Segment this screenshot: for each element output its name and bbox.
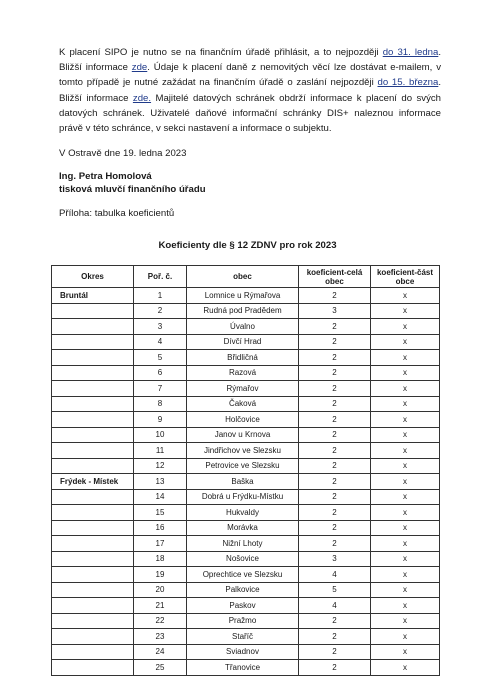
cell-poradi: 15 xyxy=(134,505,187,521)
cell-poradi: 13 xyxy=(134,474,187,490)
cell-koeficient-cast: x xyxy=(371,582,440,598)
cell-poradi: 23 xyxy=(134,629,187,645)
table-row xyxy=(52,613,440,629)
signature-role: tisková mluvčí finančního úřadu xyxy=(59,184,206,195)
cell-koeficient-cast: x xyxy=(371,505,440,521)
table-row xyxy=(52,303,440,319)
cell-obec: Holčovice xyxy=(187,412,299,428)
table-row xyxy=(52,660,440,676)
cell-poradi: 11 xyxy=(134,443,187,459)
cell-koeficient-cast: x xyxy=(371,489,440,505)
cell-koeficient-cela: 2 xyxy=(299,427,371,443)
cell-obec: Janov u Krnova xyxy=(187,427,299,443)
cell-poradi: 17 xyxy=(134,536,187,552)
cell-obec: Lomnice u Rýmařova xyxy=(187,288,299,304)
cell-obec: Rudná pod Pradědem xyxy=(187,303,299,319)
cell-koeficient-cast: x xyxy=(371,365,440,381)
cell-koeficient-cela: 2 xyxy=(299,613,371,629)
cell-koeficient-cela: 4 xyxy=(299,567,371,583)
cell-okres xyxy=(52,365,134,381)
cell-koeficient-cela: 4 xyxy=(299,598,371,614)
cell-koeficient-cela: 2 xyxy=(299,443,371,459)
cell-okres xyxy=(52,505,134,521)
cell-okres xyxy=(52,582,134,598)
cell-poradi: 19 xyxy=(134,567,187,583)
cell-obec: Nižní Lhoty xyxy=(187,536,299,552)
more-info-link-email[interactable]: zde. xyxy=(132,92,152,104)
cell-koeficient-cast: x xyxy=(371,350,440,366)
cell-koeficient-cast: x xyxy=(371,660,440,676)
cell-okres: Bruntál xyxy=(52,288,134,304)
header-koeficient-cela: koeficient-celá obec xyxy=(299,266,371,288)
cell-obec: Jindřichov ve Slezsku xyxy=(187,443,299,459)
cell-koeficient-cast: x xyxy=(371,474,440,490)
paragraph-text: . Údaje k placení daně z nemovitých věcí lze dostávat e-mailem, v tomto případě je nutné zažádat na finančním úřadě o zaslání nejpozději xyxy=(59,62,442,89)
cell-poradi: 9 xyxy=(134,412,187,428)
cell-obec: Rýmařov xyxy=(187,381,299,397)
table-row xyxy=(52,365,440,381)
cell-poradi: 4 xyxy=(134,334,187,350)
table-row xyxy=(52,505,440,521)
cell-koeficient-cast: x xyxy=(371,598,440,614)
cell-obec: Palkovice xyxy=(187,582,299,598)
cell-koeficient-cast: x xyxy=(371,567,440,583)
paragraph-text: . Bližší informace xyxy=(59,47,441,74)
cell-poradi: 22 xyxy=(134,613,187,629)
cell-koeficient-cast: x xyxy=(371,629,440,645)
cell-obec: Nošovice xyxy=(187,551,299,567)
cell-poradi: 8 xyxy=(134,396,187,412)
cell-koeficient-cast: x xyxy=(371,319,440,335)
cell-okres xyxy=(52,567,134,583)
cell-koeficient-cela: 2 xyxy=(299,396,371,412)
cell-okres xyxy=(52,551,134,567)
cell-poradi: 16 xyxy=(134,520,187,536)
cell-koeficient-cast: x xyxy=(371,334,440,350)
cell-koeficient-cela: 2 xyxy=(299,474,371,490)
cell-koeficient-cela: 2 xyxy=(299,334,371,350)
cell-poradi: 24 xyxy=(134,644,187,660)
cell-koeficient-cast: x xyxy=(371,613,440,629)
table-row xyxy=(52,598,440,614)
cell-poradi: 3 xyxy=(134,319,187,335)
table-row xyxy=(52,427,440,443)
table-row xyxy=(52,334,440,350)
info-paragraph xyxy=(59,45,441,136)
cell-koeficient-cast: x xyxy=(371,443,440,459)
header-koeficient-cast: koeficient-část obce xyxy=(371,266,440,288)
cell-obec: Hukvaldy xyxy=(187,505,299,521)
cell-koeficient-cast: x xyxy=(371,396,440,412)
attachment-note: Příloha: tabulka koeficientů xyxy=(59,208,175,219)
cell-koeficient-cela: 2 xyxy=(299,350,371,366)
table-row xyxy=(52,567,440,583)
coefficient-table xyxy=(51,265,440,676)
table-row xyxy=(52,319,440,335)
cell-okres xyxy=(52,644,134,660)
cell-poradi: 14 xyxy=(134,489,187,505)
more-info-link-sipo[interactable]: zde xyxy=(131,62,148,74)
cell-okres xyxy=(52,303,134,319)
cell-okres xyxy=(52,660,134,676)
table-row xyxy=(52,536,440,552)
header-obec: obec xyxy=(187,266,299,288)
cell-obec: Sviadnov xyxy=(187,644,299,660)
cell-obec: Pražmo xyxy=(187,613,299,629)
cell-koeficient-cast: x xyxy=(371,381,440,397)
cell-koeficient-cela: 2 xyxy=(299,644,371,660)
table-row xyxy=(52,458,440,474)
table-row xyxy=(52,644,440,660)
cell-koeficient-cela: 2 xyxy=(299,629,371,645)
cell-poradi: 25 xyxy=(134,660,187,676)
cell-poradi: 1 xyxy=(134,288,187,304)
cell-obec: Třanovice xyxy=(187,660,299,676)
cell-okres xyxy=(52,536,134,552)
paragraph-text: K placení SIPO je nutno se na finančním úřadě přihlásit, a to nejpozději xyxy=(59,47,383,58)
cell-koeficient-cela: 2 xyxy=(299,412,371,428)
cell-koeficient-cela: 2 xyxy=(299,520,371,536)
table-row xyxy=(52,350,440,366)
cell-koeficient-cela: 3 xyxy=(299,303,371,319)
cell-koeficient-cela: 3 xyxy=(299,551,371,567)
cell-okres xyxy=(52,629,134,645)
cell-koeficient-cast: x xyxy=(371,412,440,428)
cell-poradi: 7 xyxy=(134,381,187,397)
cell-obec: Staříč xyxy=(187,629,299,645)
cell-obec: Razová xyxy=(187,365,299,381)
cell-koeficient-cast: x xyxy=(371,427,440,443)
cell-poradi: 5 xyxy=(134,350,187,366)
table-row xyxy=(52,381,440,397)
paragraph-text: Majitelé datových schránek obdrží informace k placení do svých datových schránek. Uživatelé daňové informační schránky DIS+ naleznou informace právě v této schránce, v sekci nastavení a informace o subjektu. xyxy=(59,92,441,135)
cell-koeficient-cast: x xyxy=(371,520,440,536)
cell-obec: Petrovice ve Slezsku xyxy=(187,458,299,474)
header-poradi: Poř. č. xyxy=(134,266,187,288)
signature-name: Ing. Petra Homolová xyxy=(59,171,152,182)
cell-koeficient-cela: 2 xyxy=(299,381,371,397)
cell-poradi: 21 xyxy=(134,598,187,614)
cell-okres xyxy=(52,350,134,366)
table-row xyxy=(52,551,440,567)
table-row xyxy=(52,520,440,536)
cell-poradi: 18 xyxy=(134,551,187,567)
cell-okres xyxy=(52,598,134,614)
cell-koeficient-cela: 2 xyxy=(299,505,371,521)
cell-koeficient-cela: 2 xyxy=(299,536,371,552)
cell-poradi: 20 xyxy=(134,582,187,598)
cell-okres xyxy=(52,443,134,459)
table-row xyxy=(52,288,440,304)
cell-koeficient-cela: 2 xyxy=(299,458,371,474)
cell-okres xyxy=(52,613,134,629)
cell-koeficient-cast: x xyxy=(371,288,440,304)
table-row xyxy=(52,396,440,412)
cell-okres xyxy=(52,381,134,397)
date-line: V Ostravě dne 19. ledna 2023 xyxy=(59,148,187,159)
cell-obec: Břidličná xyxy=(187,350,299,366)
cell-koeficient-cela: 2 xyxy=(299,319,371,335)
paragraph-text: . Bližší informace xyxy=(59,77,441,104)
table-row xyxy=(52,412,440,428)
cell-koeficient-cast: x xyxy=(371,458,440,474)
cell-koeficient-cela: 2 xyxy=(299,288,371,304)
cell-obec: Baška xyxy=(187,474,299,490)
cell-okres xyxy=(52,520,134,536)
cell-okres: Frýdek - Místek xyxy=(52,474,134,490)
cell-obec: Dobrá u Frýdku-Místku xyxy=(187,489,299,505)
cell-obec: Morávka xyxy=(187,520,299,536)
cell-koeficient-cela: 2 xyxy=(299,489,371,505)
cell-obec: Oprechtice ve Slezsku xyxy=(187,567,299,583)
table-row xyxy=(52,443,440,459)
cell-okres xyxy=(52,427,134,443)
cell-koeficient-cast: x xyxy=(371,303,440,319)
cell-obec: Čaková xyxy=(187,396,299,412)
cell-koeficient-cast: x xyxy=(371,644,440,660)
cell-okres xyxy=(52,319,134,335)
cell-obec: Úvalno xyxy=(187,319,299,335)
table-row xyxy=(52,582,440,598)
cell-okres xyxy=(52,458,134,474)
deadline-link-sipo[interactable]: do 31. ledna xyxy=(382,47,439,58)
table-title: Koeficienty dle § 12 ZDNV pro rok 2023 xyxy=(158,240,337,251)
cell-poradi: 10 xyxy=(134,427,187,443)
table-header-row xyxy=(52,266,440,288)
deadline-link-email[interactable]: do 15. března xyxy=(377,77,439,89)
cell-koeficient-cela: 2 xyxy=(299,660,371,676)
cell-koeficient-cast: x xyxy=(371,536,440,552)
cell-okres xyxy=(52,412,134,428)
table-row xyxy=(52,489,440,505)
table-row xyxy=(52,474,440,490)
cell-koeficient-cast: x xyxy=(371,551,440,567)
header-okres: Okres xyxy=(52,266,134,288)
cell-poradi: 6 xyxy=(134,365,187,381)
cell-obec: Paskov xyxy=(187,598,299,614)
cell-okres xyxy=(52,489,134,505)
table-row xyxy=(52,629,440,645)
cell-okres xyxy=(52,334,134,350)
cell-obec: Dívčí Hrad xyxy=(187,334,299,350)
cell-poradi: 12 xyxy=(134,458,187,474)
cell-koeficient-cela: 2 xyxy=(299,365,371,381)
cell-okres xyxy=(52,396,134,412)
cell-poradi: 2 xyxy=(134,303,187,319)
cell-koeficient-cela: 5 xyxy=(299,582,371,598)
